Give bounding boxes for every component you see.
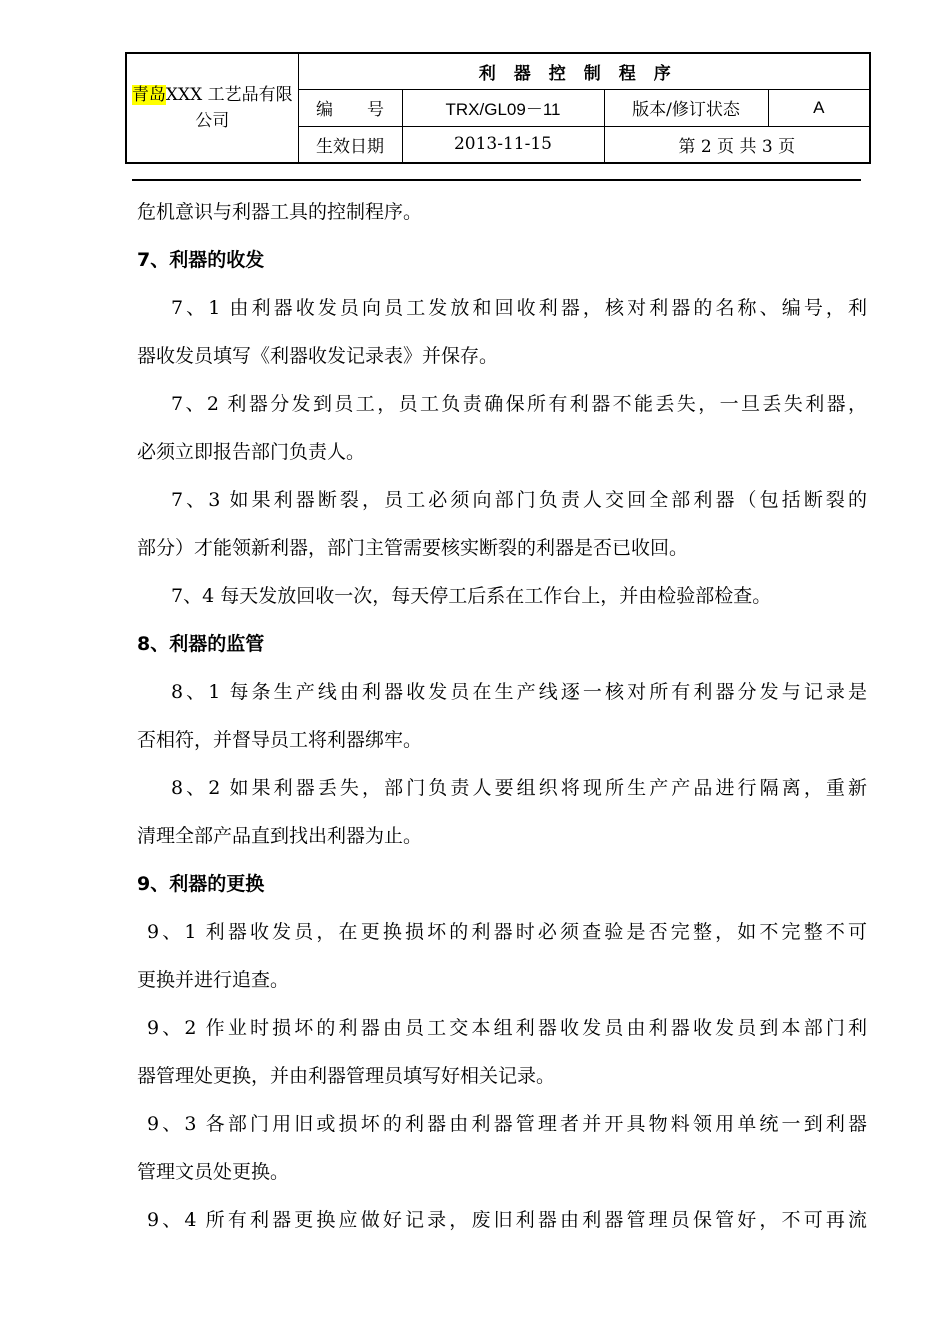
body-line: 管理文员处更换。 — [137, 1161, 290, 1183]
body-line: 7、3 如果利器断裂，员工必须向部门负责人交回全部利器（包括断裂的 — [171, 489, 867, 511]
body-line: 否相符，并督导员工将利器绑牢。 — [137, 729, 423, 751]
document-header-table — [125, 52, 871, 164]
body-line: 必须立即报告部门负责人。 — [137, 441, 366, 463]
body-line: 器管理处更换，并由利器管理员填写好相关记录。 — [137, 1065, 556, 1087]
body-line: 8、1 每条生产线由利器收发员在生产线逐一核对所有利器分发与记录是 — [171, 681, 867, 703]
company-name-rest: XXX 工艺品有限公司 — [165, 85, 293, 131]
code-value: TRX/GL09－11 — [402, 89, 604, 126]
body-line: 9、4 所有利器更换应做好记录，废旧利器由利器管理员保管好，不可再流 — [147, 1209, 867, 1231]
version-label: 版本/修订状态 — [604, 89, 768, 126]
body-line: 7、2 利器分发到员工，员工负责确保所有利器不能丢失，一旦丢失利器， — [171, 393, 867, 415]
body-line: 部分）才能领新利器，部门主管需要核实断裂的利器是否已收回。 — [137, 537, 689, 559]
company-name — [126, 53, 298, 163]
body-line: 危机意识与利器工具的控制程序。 — [137, 201, 423, 223]
document-body — [137, 188, 867, 1244]
document-title: 利器控制程序 — [298, 53, 870, 89]
date-value: 2013-11-15 — [402, 126, 604, 163]
company-name-highlight: 青岛 — [131, 85, 166, 105]
body-line: 7、4 每天发放回收一次，每天停工后系在工作台上，并由检验部检查。 — [171, 585, 772, 607]
section-heading-8: 8、利器的监管 — [137, 633, 265, 655]
body-line: 9、3 各部门用旧或损坏的利器由利器管理者并开具物料领用单统一到利器 — [147, 1113, 867, 1135]
date-label: 生效日期 — [298, 126, 402, 163]
body-line: 器收发员填写《利器收发记录表》并保存。 — [137, 345, 499, 367]
body-line: 9、1 利器收发员，在更换损坏的利器时必须查验是否完整，如不完整不可 — [147, 921, 867, 943]
version-value: A — [768, 89, 870, 126]
body-line: 更换并进行追查。 — [137, 969, 290, 991]
body-line: 9、2 作业时损坏的利器由员工交本组利器收发员由利器收发员到本部门利 — [147, 1017, 867, 1039]
body-line: 7、1 由利器收发员向员工发放和回收利器，核对利器的名称、编号，利 — [171, 297, 867, 319]
body-line: 8、2 如果利器丢失，部门负责人要组织将现所生产产品进行隔离，重新 — [171, 777, 867, 799]
section-heading-7: 7、利器的收发 — [137, 249, 265, 271]
page-info: 第 2 页 共 3 页 — [604, 126, 870, 163]
section-heading-9: 9、利器的更换 — [137, 873, 265, 895]
header-divider — [132, 179, 861, 181]
body-line: 清理全部产品直到找出利器为止。 — [137, 825, 423, 847]
code-label: 编 号 — [298, 89, 402, 126]
